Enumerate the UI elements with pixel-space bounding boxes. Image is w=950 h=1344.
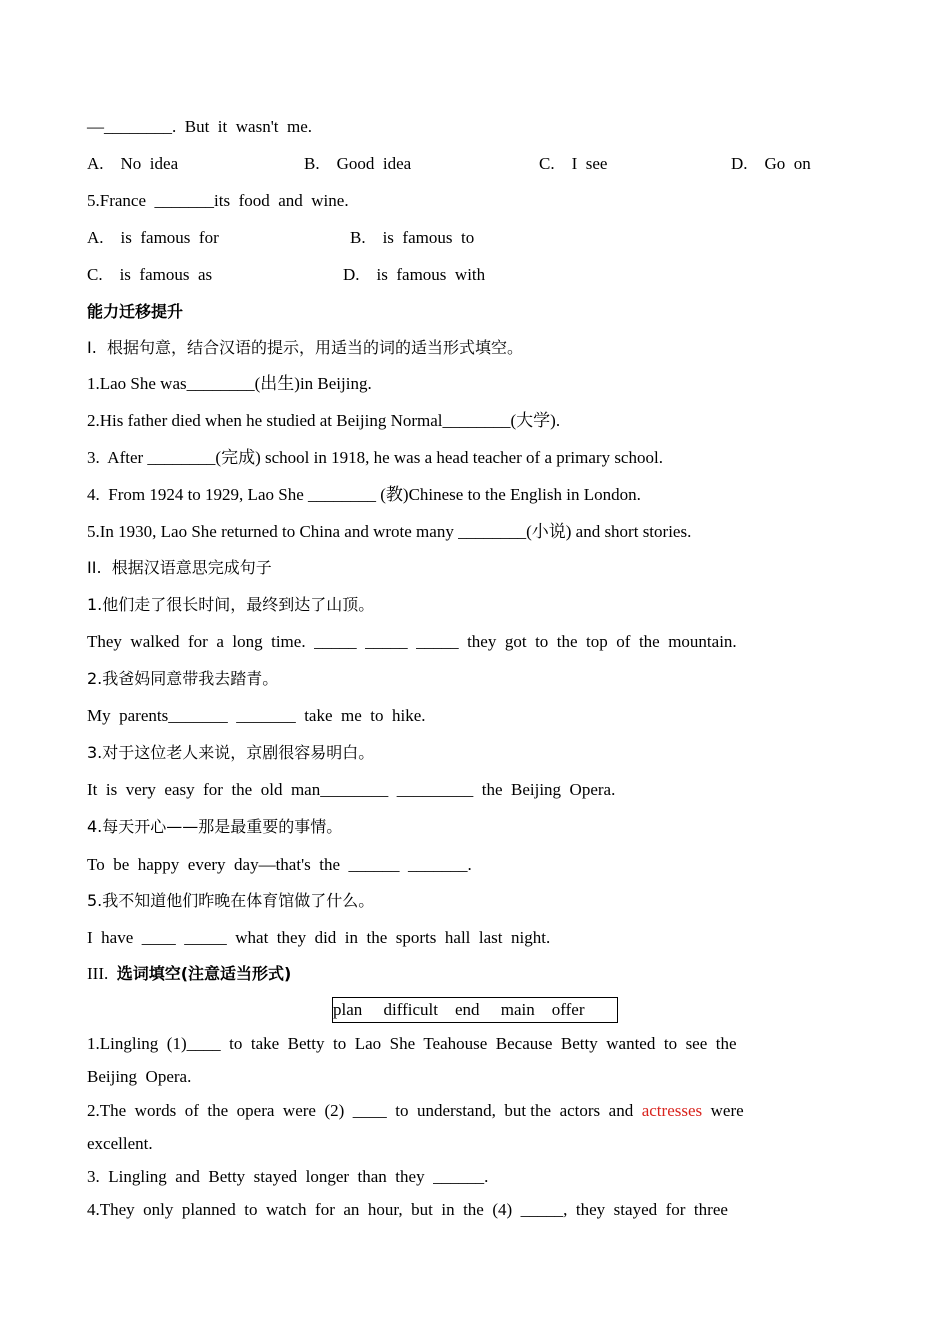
part3-item-2-pre: 2.The words of the opera were (2) ____ to understand, but the actors and xyxy=(87,1101,642,1120)
part2-item-4-en: To be happy every day—that's the ______ _______. xyxy=(87,855,472,874)
word-bank-box: plan difficult end main offer xyxy=(332,997,618,1023)
part3-item-2 xyxy=(87,1100,744,1122)
part3-title: 选词填空(注意适当形式) xyxy=(116,964,292,983)
part3-numeral: III. xyxy=(87,964,117,983)
q5-option-d: D. is famous with xyxy=(343,265,486,284)
part2-heading: II. 根据汉语意思完成句子 xyxy=(87,558,272,577)
part3-item-3: 3. Lingling and Betty stayed longer than they ______. xyxy=(87,1167,489,1186)
part2-item-2-en: My parents_______ _______ take me to hike. xyxy=(87,706,426,725)
part2-item-4-cn: 4.每天开心——那是最重要的事情。 xyxy=(87,817,343,836)
part1-heading: I. 根据句意，结合汉语的提示，用适当的词的适当形式填空。 xyxy=(87,338,523,357)
q5-option-b: B. is famous to xyxy=(350,228,475,247)
q5-question: 5.France _______its food and wine. xyxy=(87,191,349,210)
q4-answer-line: —________. But it wasn't me. xyxy=(87,117,313,136)
part1-item-1: 1.Lao She was________(出生)in Beijing. xyxy=(87,374,372,393)
part2-item-3-cn: 3.对于这位老人来说，京剧很容易明白。 xyxy=(87,743,375,762)
part3-item-1-cont: Beijing Opera. xyxy=(87,1067,192,1086)
part3-heading xyxy=(87,963,291,985)
part3-item-2-cont: excellent. xyxy=(87,1134,153,1153)
part2-item-5-cn: 5.我不知道他们昨晚在体育馆做了什么。 xyxy=(87,891,375,910)
part2-item-5-en: I have ____ _____ what they did in the sports hall last night. xyxy=(87,928,551,947)
q4-option-b: B. Good idea xyxy=(304,154,412,173)
part1-item-2: 2.His father died when he studied at Beijing Normal________(大学). xyxy=(87,411,561,430)
part1-item-3: 3. After ________(完成) school in 1918, he was a head teacher of a primary school. xyxy=(87,448,663,467)
part1-item-4: 4. From 1924 to 1929, Lao She ________ (教)Chinese to the English in London. xyxy=(87,485,641,504)
q5-option-c: C. is famous as xyxy=(87,265,213,284)
q4-option-c: C. I see xyxy=(539,154,608,173)
part2-item-1-cn: 1.他们走了很长时间，最终到达了山顶。 xyxy=(87,595,375,614)
q4-option-d: D. Go on xyxy=(731,154,811,173)
part2-item-3-en: It is very easy for the old man________ _________ the Beijing Opera. xyxy=(87,780,616,799)
part2-item-2-cn: 2.我爸妈同意带我去踏青。 xyxy=(87,669,279,688)
part3-item-2-post: were xyxy=(702,1101,744,1120)
q5-option-a: A. is famous for xyxy=(87,228,219,247)
q4-option-a: A. No idea xyxy=(87,154,179,173)
part3-item-1-line: 1.Lingling (1)____ to take Betty to Lao She Teahouse Because Betty wanted to see the xyxy=(87,1034,737,1053)
highlighted-word: actresses xyxy=(641,1101,703,1120)
part1-item-5: 5.In 1930, Lao She returned to China and wrote many ________(小说) and short stories. xyxy=(87,522,692,541)
part2-item-1-en: They walked for a long time. _____ _____ _____ they got to the top of the mountain. xyxy=(87,632,737,651)
section-title: 能力迁移提升 xyxy=(87,302,184,321)
part3-item-1 xyxy=(87,1033,863,1055)
part3-item-4: 4.They only planned to watch for an hour, but in the (4) _____, they stayed for three xyxy=(87,1200,728,1219)
